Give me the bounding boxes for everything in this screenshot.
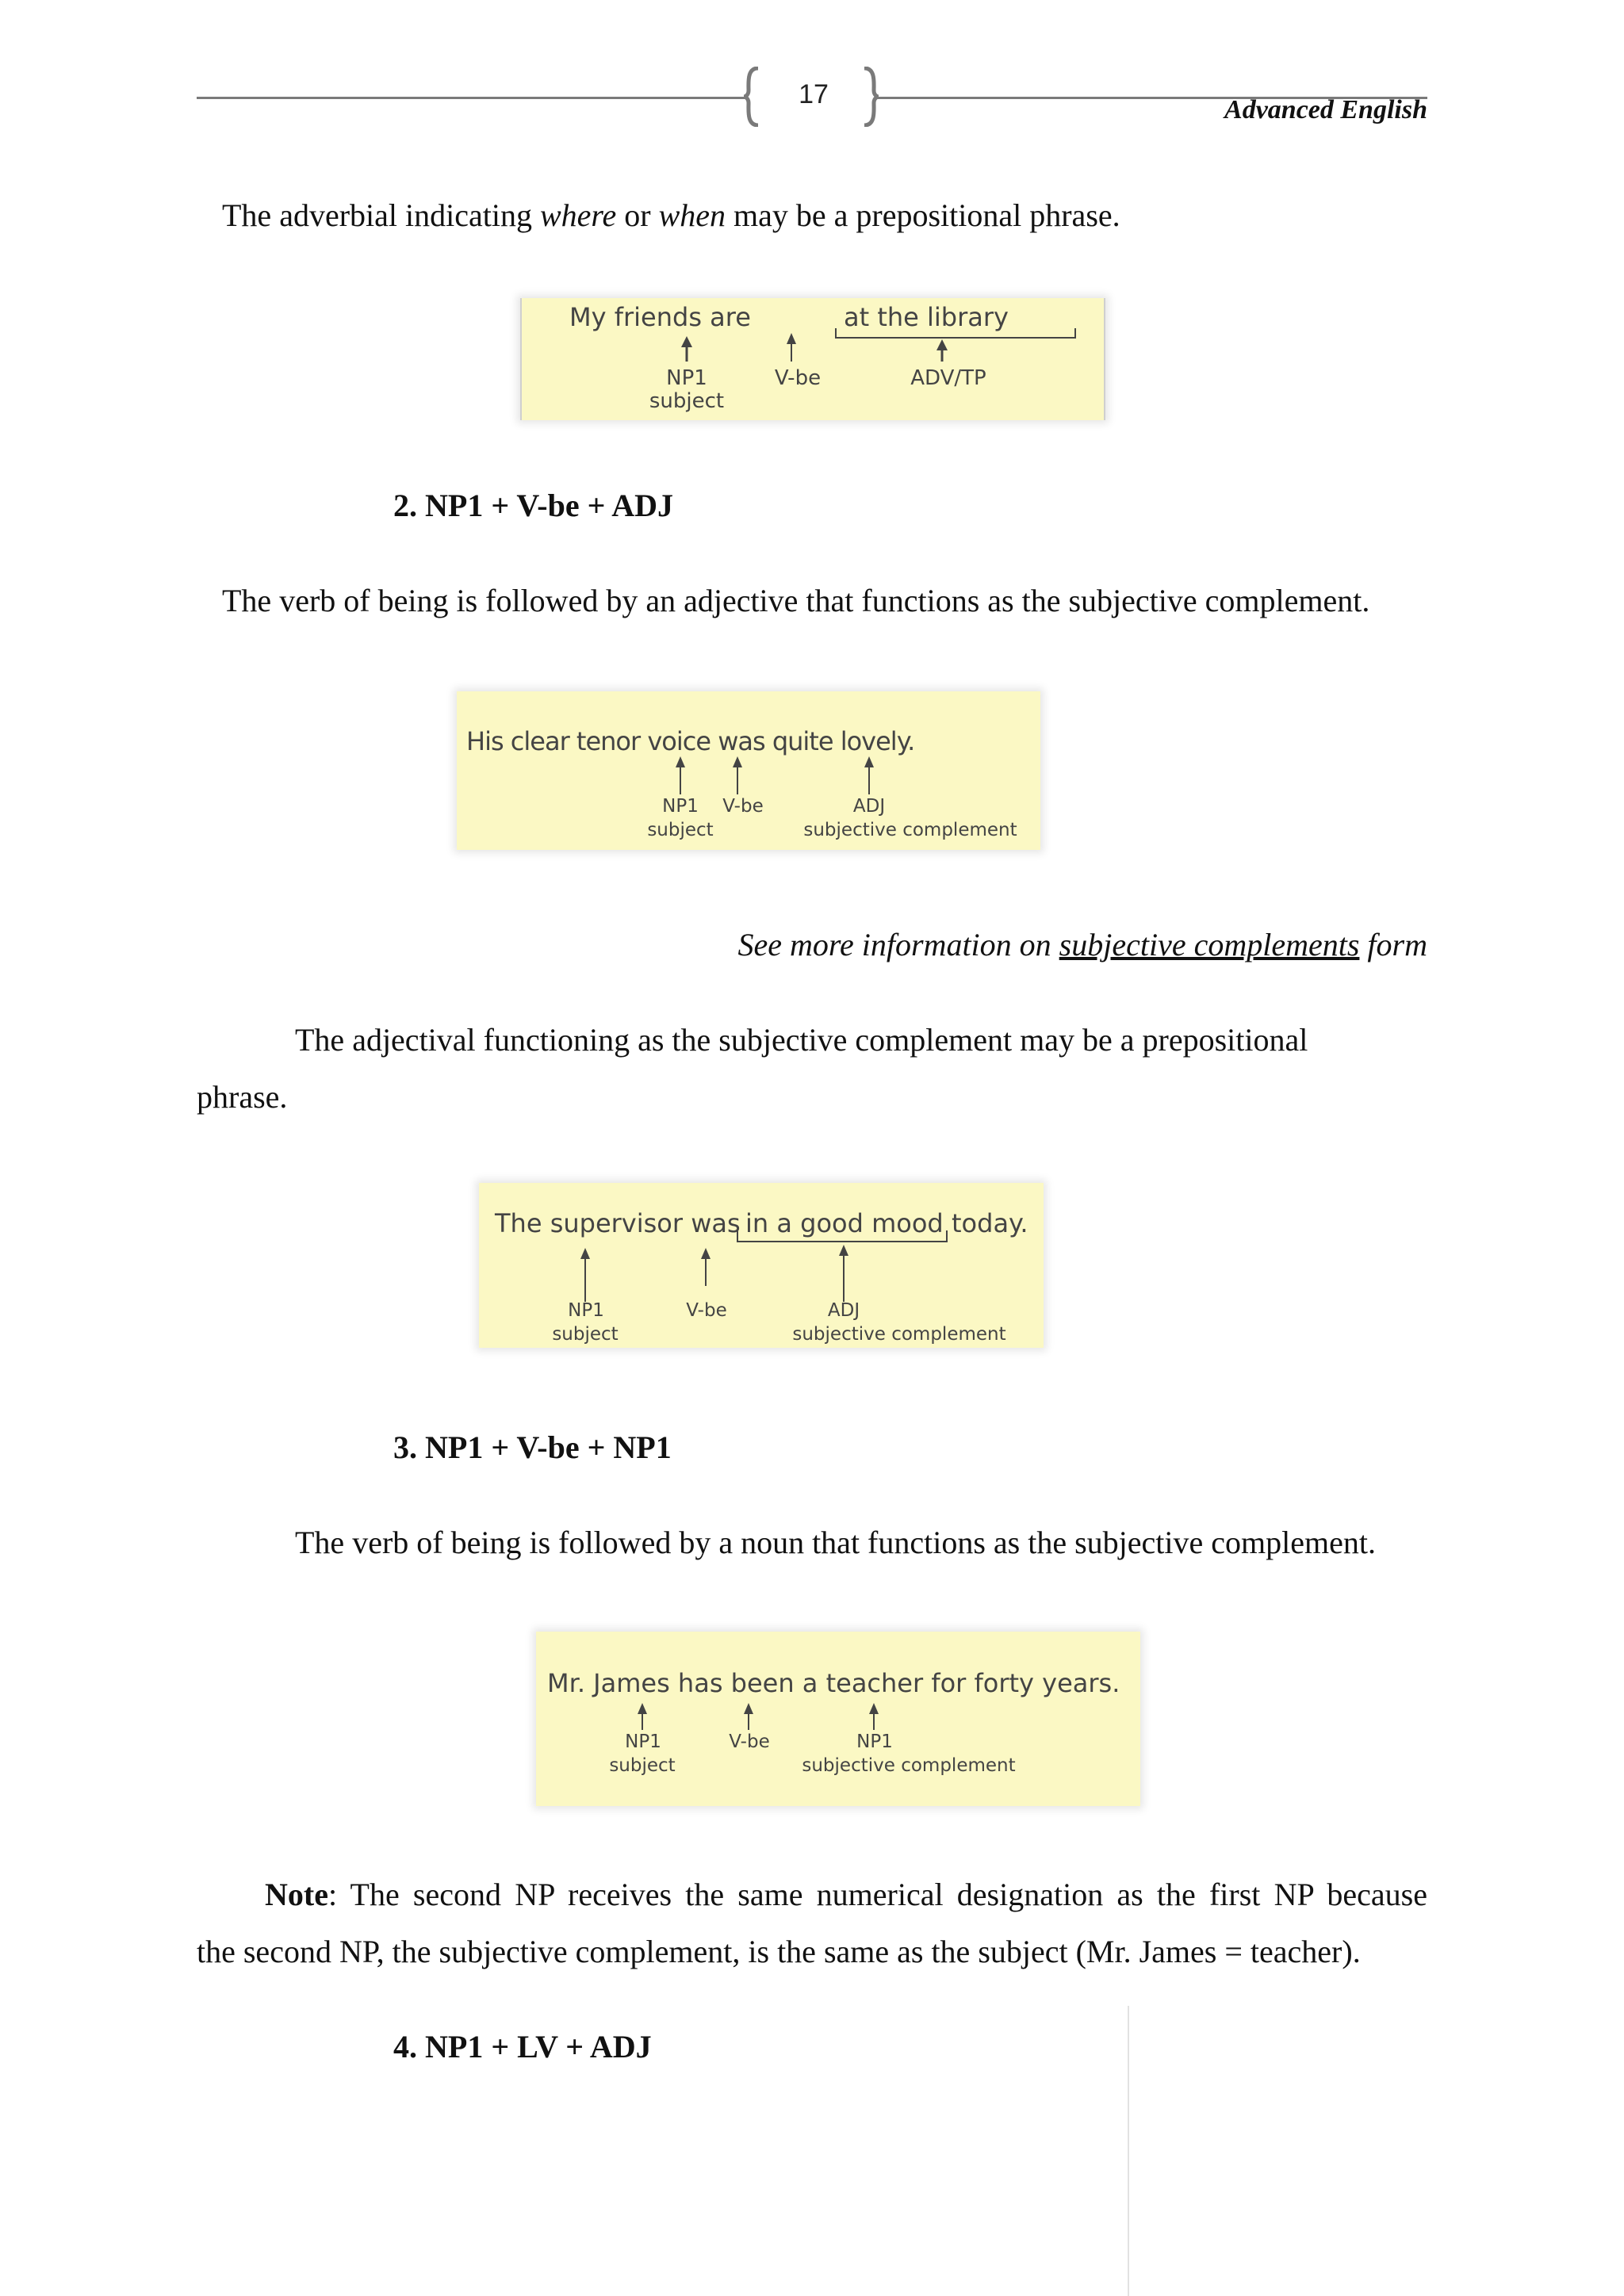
label-subject: subject [609, 1755, 676, 1776]
label-subjective-complement: subjective complement [792, 1324, 1006, 1345]
sentence-bracketed-part: in a good mood [745, 1208, 944, 1238]
see-more-text: form [1359, 927, 1427, 962]
margin-line [1128, 2006, 1129, 2296]
paragraph-text: may be a prepositional phrase. [726, 197, 1120, 233]
label-np1-complement: NP1 [856, 1732, 893, 1752]
diagram-arrows [536, 1632, 1140, 1806]
emphasis-when: when [658, 197, 726, 233]
label-np1: NP1 [666, 366, 707, 390]
paragraph-adverbial [222, 187, 1120, 244]
paragraph-adjectival-cont: phrase. [197, 1079, 288, 1115]
note-paragraph-cont: the second NP, the subjective complement, is the same as the subject (Mr. James = teacher). [197, 1934, 1361, 1969]
diagram-arrows [520, 298, 1105, 420]
section-heading-2: 2. NP1 + V-be + ADJ [393, 488, 673, 523]
sentence: His clear tenor voice was quite lovely. [466, 726, 915, 756]
paragraph-adjectival: The adjectival functioning as the subjective complement may be a prepositional [295, 1022, 1308, 1058]
section-heading-4: 4. NP1 + LV + ADJ [393, 2029, 652, 2064]
label-subject: subject [552, 1324, 619, 1345]
running-title: Advanced English [1224, 95, 1427, 124]
label-vbe: V-be [729, 1732, 770, 1752]
paragraph-text: or [616, 197, 659, 233]
subjective-complements-link[interactable]: subjective complements [1059, 927, 1360, 962]
see-more-note [738, 916, 1427, 974]
see-more-text: See more information on [737, 927, 1059, 962]
label-np1: NP1 [625, 1732, 661, 1752]
note-label: Note [265, 1877, 328, 1912]
label-subject: subject [647, 820, 714, 840]
label-adv-tp: ADV/TP [910, 366, 986, 390]
note-text: : The second NP receives the same numerical designation as the first NP because [327, 1877, 1427, 1912]
sentence-part: today. [952, 1208, 1028, 1238]
label-vbe: V-be [722, 796, 764, 817]
paragraph-noun: The verb of being is followed by a noun that functions as the subjective complement. [295, 1525, 1376, 1560]
label-vbe: V-be [686, 1300, 727, 1321]
label-subjective-complement: subjective complement [803, 820, 1017, 840]
page-number: 17 [799, 79, 829, 109]
section-heading-3: 3. NP1 + V-be + NP1 [393, 1429, 672, 1465]
label-adj: ADJ [852, 796, 886, 817]
diagram-noun [536, 1632, 1140, 1806]
sentence-part: The supervisor was [495, 1208, 741, 1238]
diagram-arrows [479, 1183, 1044, 1348]
header-rule-left [197, 97, 745, 99]
label-subjective-complement: subjective complement [802, 1755, 1016, 1776]
label-subject: subject [649, 389, 725, 413]
label-np1: NP1 [662, 796, 699, 817]
note-paragraph [265, 1866, 1427, 1923]
label-adj: ADJ [827, 1300, 860, 1321]
paragraph-text: The adverbial indicating [222, 197, 540, 233]
diagram-prepositional-adjectival [479, 1183, 1044, 1348]
sentence-part: My friends are [569, 302, 751, 332]
diagram-adverbial [520, 298, 1105, 420]
diagram-adjective [457, 691, 1040, 850]
label-np1: NP1 [568, 1300, 604, 1321]
sentence: Mr. James has been a teacher for forty years. [547, 1668, 1120, 1698]
emphasis-where: where [539, 197, 617, 233]
sentence-bracketed-part: at the library [844, 302, 1009, 332]
paragraph-adjective: The verb of being is followed by an adjective that functions as the subjective complement. [222, 583, 1370, 618]
label-vbe: V-be [774, 366, 822, 390]
